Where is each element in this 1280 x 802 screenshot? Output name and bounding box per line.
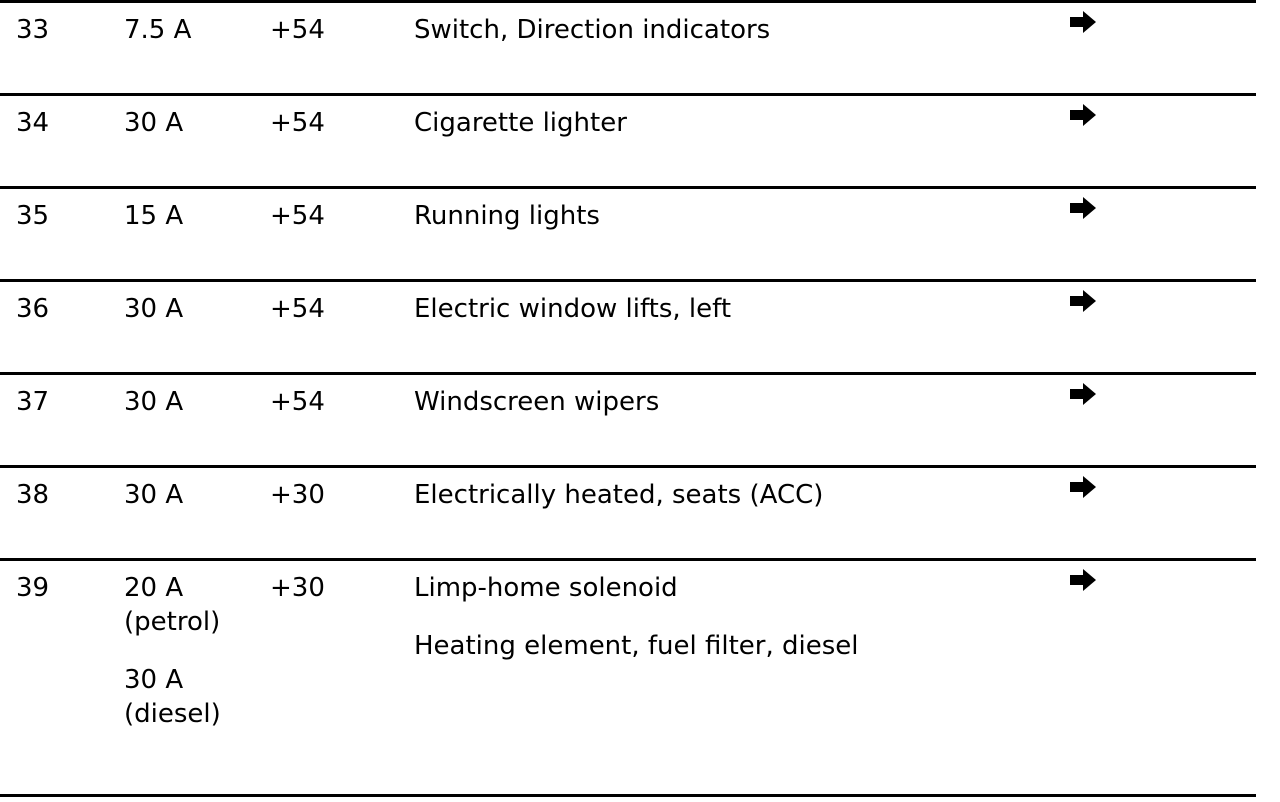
table-row [0, 372, 1256, 465]
function-line-2: Heating element, fuel filter, diesel [414, 631, 859, 661]
fuse-amperage: 15 A [124, 201, 184, 231]
arrow-right-icon[interactable] [1068, 9, 1098, 43]
fuse-amperage: 30 A [124, 108, 184, 138]
fuse-number: 36 [16, 294, 50, 324]
fuse-number: 34 [16, 108, 50, 138]
amp-diesel: 30 A [124, 665, 184, 695]
table-row [0, 465, 1256, 558]
arrow-right-icon[interactable] [1068, 195, 1098, 229]
fuse-number: 35 [16, 201, 50, 231]
table-row [0, 0, 1256, 93]
fuse-function [414, 571, 859, 663]
table-row [0, 279, 1256, 372]
arrow-right-icon[interactable] [1068, 567, 1098, 601]
fuse-terminal: +30 [270, 573, 325, 603]
arrow-right-icon[interactable] [1068, 381, 1098, 415]
fuse-function: Running lights [414, 201, 600, 231]
fuse-terminal: +54 [270, 294, 325, 324]
table-bottom-border [0, 794, 1256, 797]
fuse-terminal: +54 [270, 201, 325, 231]
table-row [0, 558, 1256, 792]
fuse-function: Switch, Direction indicators [414, 15, 771, 45]
fuse-number: 37 [16, 387, 50, 417]
fuse-amperage [124, 571, 221, 731]
fuse-function: Electrically heated, seats (ACC) [414, 480, 824, 510]
arrow-right-icon[interactable] [1068, 102, 1098, 136]
table-row [0, 93, 1256, 186]
fuse-terminal: +30 [270, 480, 325, 510]
fuse-amperage: 30 A [124, 480, 184, 510]
fuse-number: 33 [16, 15, 50, 45]
fuse-amperage: 30 A [124, 387, 184, 417]
fuse-terminal: +54 [270, 108, 325, 138]
function-line-1: Limp-home solenoid [414, 573, 678, 603]
arrow-right-icon[interactable] [1068, 288, 1098, 322]
fuse-function: Electric window lifts, left [414, 294, 732, 324]
fuse-function: Windscreen wipers [414, 387, 660, 417]
fuse-amperage: 30 A [124, 294, 184, 324]
fuse-terminal: +54 [270, 15, 325, 45]
fuse-number: 38 [16, 480, 50, 510]
amp-diesel-note: (diesel) [124, 699, 221, 729]
arrow-right-icon[interactable] [1068, 474, 1098, 508]
fuse-terminal: +54 [270, 387, 325, 417]
amp-petrol-note: (petrol) [124, 607, 221, 637]
fuse-amperage: 7.5 A [124, 15, 192, 45]
fuse-function: Cigarette lighter [414, 108, 627, 138]
fuse-number: 39 [16, 573, 50, 603]
table-row [0, 186, 1256, 279]
amp-petrol: 20 A [124, 573, 184, 603]
